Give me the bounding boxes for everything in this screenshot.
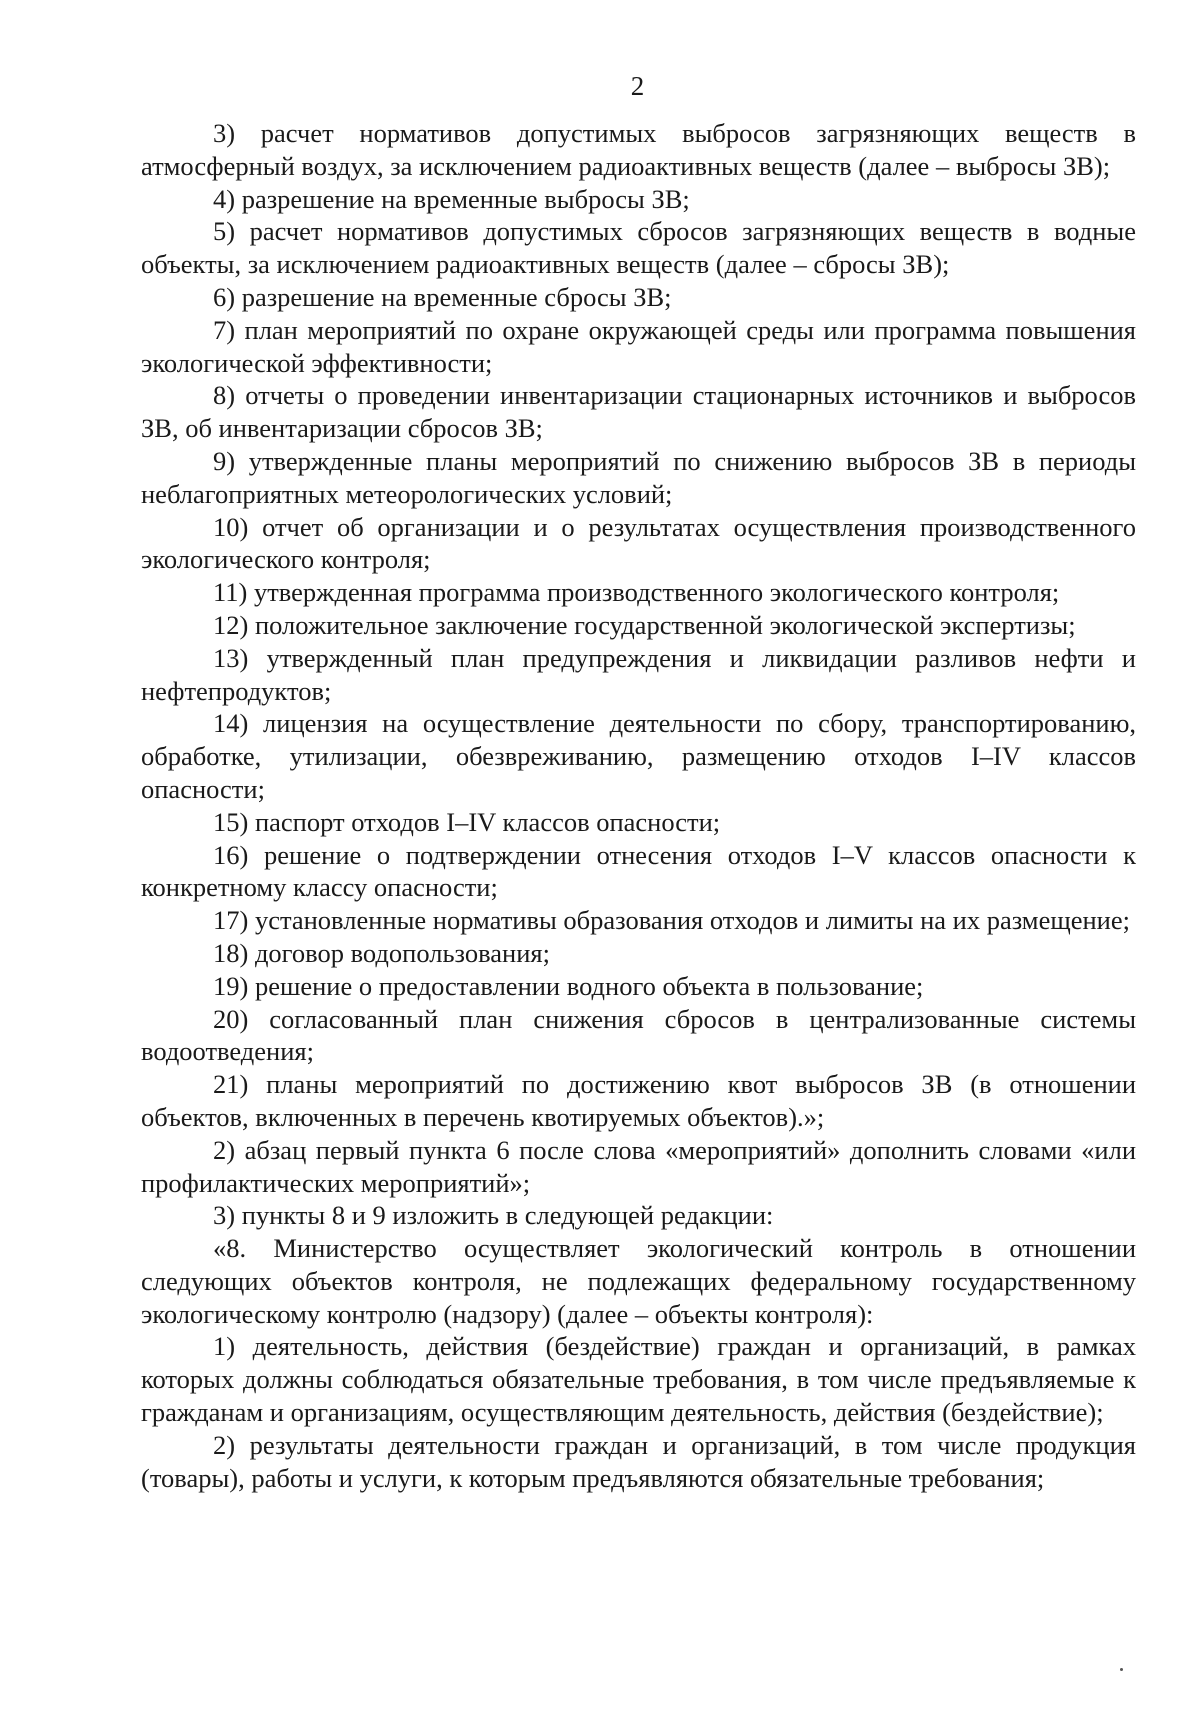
list-item: 2) результаты деятельности граждан и организаций, в том числе продукция (товары), работы и услуги, к которым предъявляются обязательные требования;: [141, 1429, 1136, 1493]
list-item: 9) утвержденные планы мероприятий по снижению выбросов ЗВ в периоды неблагоприятных метеорологических условий;: [141, 445, 1136, 509]
list-item: 8) отчеты о проведении инвентаризации стационарных источников и выбросов ЗВ, об инвентаризации сбросов ЗВ;: [141, 380, 1136, 444]
list-item: 10) отчет об организации и о результатах осуществления производственного экологического контроля;: [141, 511, 1136, 575]
list-item: 5) расчет нормативов допустимых сбросов загрязняющих веществ в водные объекты, за исключением радиоактивных веществ (далее – сбросы ЗВ);: [141, 216, 1136, 280]
amendment-paragraph: «8. Министерство осуществляет экологический контроль в отношении следующих объектов контроля, не подлежащих федеральному государственному экологическому контролю (надзору) (далее – объекты контроля):: [141, 1233, 1136, 1329]
list-item: 18) договор водопользования;: [213, 937, 550, 968]
list-item: 15) паспорт отходов I–IV классов опасности;: [213, 806, 721, 837]
list-item: 7) план мероприятий по охране окружающей среды или программа повышения экологической эффективности;: [141, 314, 1136, 378]
list-item: 11) утвержденная программа производственного экологического контроля;: [213, 577, 1060, 608]
list-item: 20) согласованный план снижения сбросов в централизованные системы водоотведения;: [141, 1003, 1136, 1067]
list-item: 19) решение о предоставлении водного объекта в пользование;: [213, 970, 924, 1001]
list-item: 6) разрешение на временные сбросы ЗВ;: [213, 281, 672, 312]
list-item: 21) планы мероприятий по достижению квот выбросов ЗВ (в отношении объектов, включенных в перечень квотируемых объектов).»;: [141, 1069, 1136, 1132]
list-item: 16) решение о подтверждении отнесения отходов I–V классов опасности к конкретному классу опасности;: [141, 839, 1136, 903]
amendment-paragraph: 2) абзац первый пункта 6 после слова «мероприятий» дополнить словами «или профилактических мероприятий»;: [141, 1134, 1136, 1198]
amendment-paragraph: 3) пункты 8 и 9 изложить в следующей редакции:: [213, 1200, 774, 1231]
list-item: 13) утвержденный план предупреждения и ликвидации разливов нефти и нефтепродуктов;: [141, 642, 1136, 706]
list-item: 17) установленные нормативы образования отходов и лимиты на их размещение;: [213, 905, 1130, 936]
list-item: 14) лицензия на осуществление деятельности по сбору, транспортированию, обработке, утилизации, обезвреживанию, размещению отходов I–IV классов опасности;: [141, 708, 1136, 804]
document-body: [141, 117, 1136, 1494]
scan-speck: [1120, 1668, 1123, 1671]
list-item: 3) расчет нормативов допустимых выбросов загрязняющих веществ в атмосферный воздух, за исключением радиоактивных веществ (далее – выбросы ЗВ);: [141, 118, 1136, 181]
list-item: 12) положительное заключение государственной экологической экспертизы;: [213, 609, 1076, 640]
list-item: 1) деятельность, действия (бездействие) граждан и организаций, в рамках которых должны соблюдаться обязательные требования, в том числе предъявляемые к гражданам и организациям, осуществляющим деятельность, действия (бездействие);: [141, 1331, 1136, 1428]
page-number: 2: [630, 71, 645, 101]
list-item: 4) разрешение на временные выбросы ЗВ;: [213, 183, 690, 214]
